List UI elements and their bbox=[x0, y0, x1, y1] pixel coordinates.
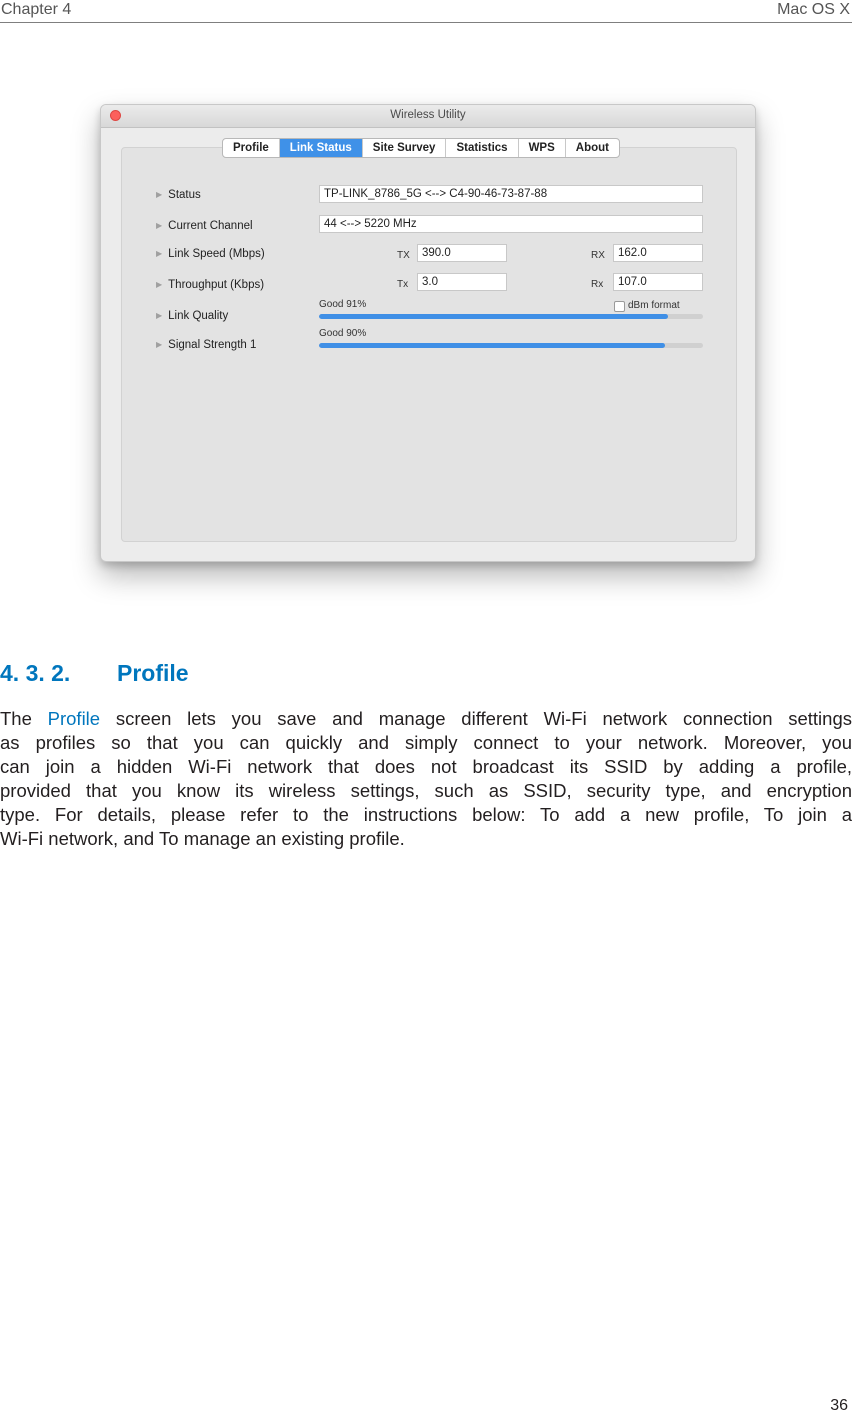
paragraph-line: Wi-Fi network, and To manage an existing profile. bbox=[0, 828, 405, 849]
disclosure-triangle-icon[interactable]: ▶ bbox=[156, 311, 163, 320]
link-quality-bar bbox=[319, 314, 703, 319]
tab-about[interactable]: About bbox=[575, 142, 609, 154]
profile-link[interactable]: Profile bbox=[47, 708, 101, 729]
wireless-utility-window bbox=[100, 104, 756, 562]
throughput-tx-label: Tx bbox=[397, 279, 409, 290]
section-heading bbox=[0, 660, 189, 687]
link-quality-value: Good 91% bbox=[319, 299, 367, 310]
link-speed-tx-label: TX bbox=[397, 250, 410, 261]
link-speed-tx-field: 390.0 bbox=[417, 244, 507, 262]
tab-link-status[interactable]: Link Status bbox=[280, 139, 363, 157]
chapter-label: Chapter 4 bbox=[1, 1, 72, 18]
paragraph-line: can join a hidden Wi-Fi network that does not broadcast its SSID by adding a profile, bbox=[0, 756, 852, 777]
throughput-rx-field: 107.0 bbox=[613, 273, 703, 291]
disclosure-triangle-icon[interactable]: ▶ bbox=[156, 221, 163, 230]
link-speed-rx-label: RX bbox=[591, 250, 605, 261]
throughput-rx-label: Rx bbox=[591, 279, 604, 290]
disclosure-triangle-icon[interactable]: ▶ bbox=[156, 249, 163, 258]
wireless-utility-screenshot bbox=[100, 104, 754, 560]
title-bar bbox=[101, 105, 755, 128]
disclosure-triangle-icon[interactable]: ▶ bbox=[156, 340, 163, 349]
page-number: 36 bbox=[830, 1397, 848, 1414]
disclosure-triangle-icon[interactable]: ▶ bbox=[156, 280, 163, 289]
signal-strength-bar bbox=[319, 343, 703, 348]
channel-field: 44 <--> 5220 MHz bbox=[319, 215, 703, 233]
section-number: 4. 3. 2. bbox=[0, 660, 71, 686]
status-label: ▶ Status bbox=[156, 189, 201, 201]
dbm-format-label: dBm format bbox=[628, 300, 680, 311]
channel-label: ▶ Current Channel bbox=[156, 220, 253, 232]
dbm-format-checkbox[interactable] bbox=[614, 301, 625, 312]
tab-statistics[interactable]: Statistics bbox=[446, 139, 518, 157]
os-label: Mac OS X bbox=[777, 1, 850, 18]
throughput-tx-field: 3.0 bbox=[417, 273, 507, 291]
link-speed-rx-field: 162.0 bbox=[613, 244, 703, 262]
page-header bbox=[0, 0, 852, 23]
paragraph-line: type. For details, please refer to the instructions below: To add a new profile, To join a bbox=[0, 804, 852, 825]
window-title: Wireless Utility bbox=[390, 109, 466, 121]
paragraph-line: The Profile screen lets you save and manage different Wi-Fi network connection settings bbox=[0, 708, 852, 729]
signal-strength-label: ▶ Signal Strength 1 bbox=[156, 339, 257, 351]
paragraph-line: provided that you know its wireless settings, such as SSID, security type, and encryption bbox=[0, 780, 852, 801]
link-quality-bar-fill bbox=[319, 314, 668, 319]
tab-profile[interactable]: Profile bbox=[223, 139, 280, 157]
tab-site-survey[interactable]: Site Survey bbox=[363, 139, 447, 157]
disclosure-triangle-icon[interactable]: ▶ bbox=[156, 190, 163, 199]
status-field: TP-LINK_8786_5G <--> C4-90-46-73-87-88 bbox=[319, 185, 703, 203]
signal-strength-bar-fill bbox=[319, 343, 665, 348]
signal-strength-value: Good 90% bbox=[319, 328, 367, 339]
tab-bar bbox=[222, 138, 620, 158]
link-quality-label: ▶ Link Quality bbox=[156, 310, 229, 322]
section-paragraph bbox=[0, 707, 852, 851]
tab-wps[interactable]: WPS bbox=[519, 139, 566, 157]
section-title: Profile bbox=[117, 660, 189, 686]
throughput-label: ▶ Throughput (Kbps) bbox=[156, 279, 265, 291]
link-speed-label: ▶ Link Speed (Mbps) bbox=[156, 248, 265, 260]
paragraph-line: as profiles so that you can quickly and simply connect to your network. Moreover, you bbox=[0, 732, 852, 753]
